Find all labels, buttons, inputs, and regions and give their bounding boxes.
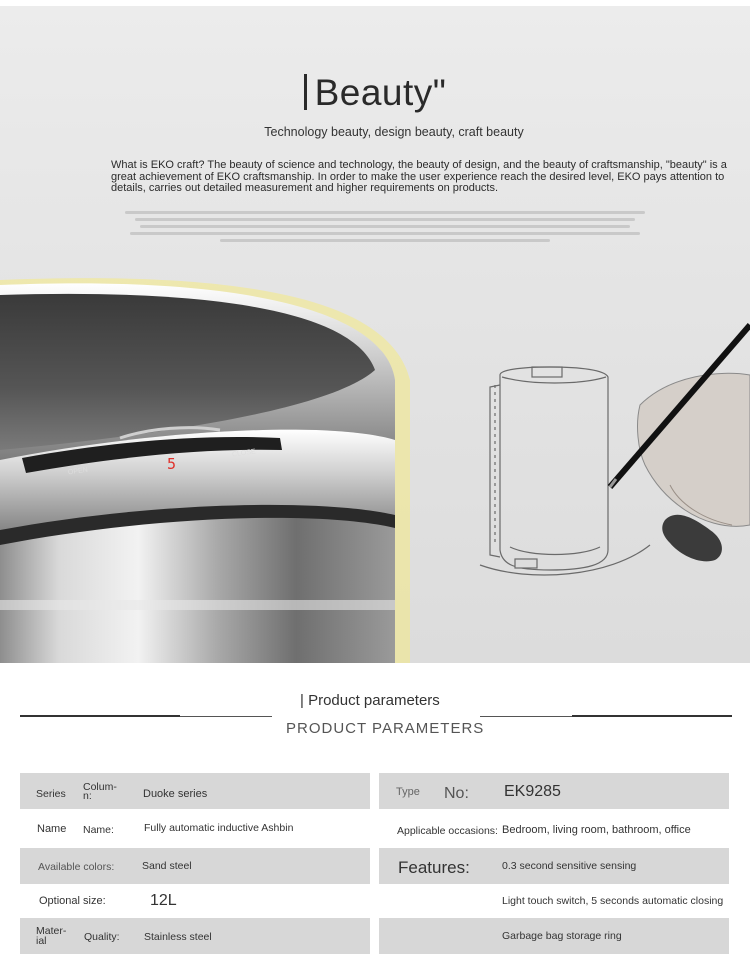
- param-row-occasions: [379, 811, 729, 847]
- panel-close-label: CLOSE: [231, 448, 257, 459]
- param-row-features: [379, 848, 729, 884]
- param-row-type: [379, 773, 729, 809]
- params-title: | Product parameters: [300, 692, 440, 709]
- params-subtitle: PRODUCT PARAMETERS: [286, 720, 485, 737]
- occasions-label: Applicable occasions:: [397, 825, 498, 837]
- panel-open-label: OPEN: [67, 466, 89, 477]
- param-row-material: [20, 918, 370, 954]
- param-row-series: [20, 773, 370, 809]
- hero-intro-paragraph: What is EKO craft? The beauty of science and technology, the beauty of design, and the beauty of craftsmanship, "beauty" is a great achievement of EKO craftsmanship. In order to make the user experience reach the desired level, EKO pays attention to details, carries out detailed measurement and higher requirements on products.: [111, 159, 727, 195]
- header-rule-left-thick: [20, 715, 180, 717]
- hero-subtitle: Technology beauty, design beauty, craft beauty: [264, 125, 524, 139]
- title-bar-mark: [304, 74, 307, 110]
- param-row-colors: [20, 848, 370, 884]
- hero-title-text: Beauty": [314, 72, 447, 113]
- size-label: Optional size:: [39, 895, 106, 907]
- series-label: Series: [36, 788, 66, 800]
- no-label: No:: [444, 785, 469, 802]
- header-rule-left-thin: [180, 716, 272, 717]
- colors-value: Sand steel: [142, 860, 192, 872]
- name-value: Fully automatic inductive Ashbin: [144, 822, 294, 834]
- column-label: Colum- n:: [83, 781, 117, 802]
- feature-3: Garbage bag storage ring: [502, 930, 622, 942]
- series-value: Duoke series: [143, 788, 208, 800]
- quality-label: Quality:: [84, 931, 120, 943]
- param-row-feature-3: [379, 918, 729, 954]
- header-rule-right-thin: [480, 716, 572, 717]
- occasions-value: Bedroom, living room, bathroom, office: [502, 824, 691, 836]
- hero-title: [0, 72, 750, 114]
- feature-2: Light touch switch, 5 seconds automatic closing: [502, 895, 724, 907]
- name-label: Name: [37, 823, 67, 835]
- faint-text-block: [120, 207, 650, 246]
- type-label: Type: [396, 786, 420, 798]
- top-border: [0, 0, 750, 6]
- feature-1: 0.3 second sensitive sensing: [502, 860, 637, 872]
- type-value: EK9285: [504, 783, 561, 800]
- trash-bin-illustration: [0, 270, 420, 663]
- header-rule-right-thick: [572, 715, 732, 717]
- param-row-feature-2: [379, 884, 729, 920]
- material-label: Mater- ial: [36, 925, 67, 947]
- param-row-name: [20, 811, 370, 847]
- panel-digit-display: 5: [167, 455, 177, 473]
- hand-sketch-illustration: [470, 315, 750, 595]
- features-label: Features:: [398, 858, 470, 877]
- size-value: 12L: [150, 892, 177, 909]
- name-label-2: Name:: [83, 824, 114, 836]
- param-row-size: [20, 884, 370, 920]
- colors-label: Available colors:: [38, 861, 115, 873]
- material-value: Stainless steel: [144, 931, 212, 943]
